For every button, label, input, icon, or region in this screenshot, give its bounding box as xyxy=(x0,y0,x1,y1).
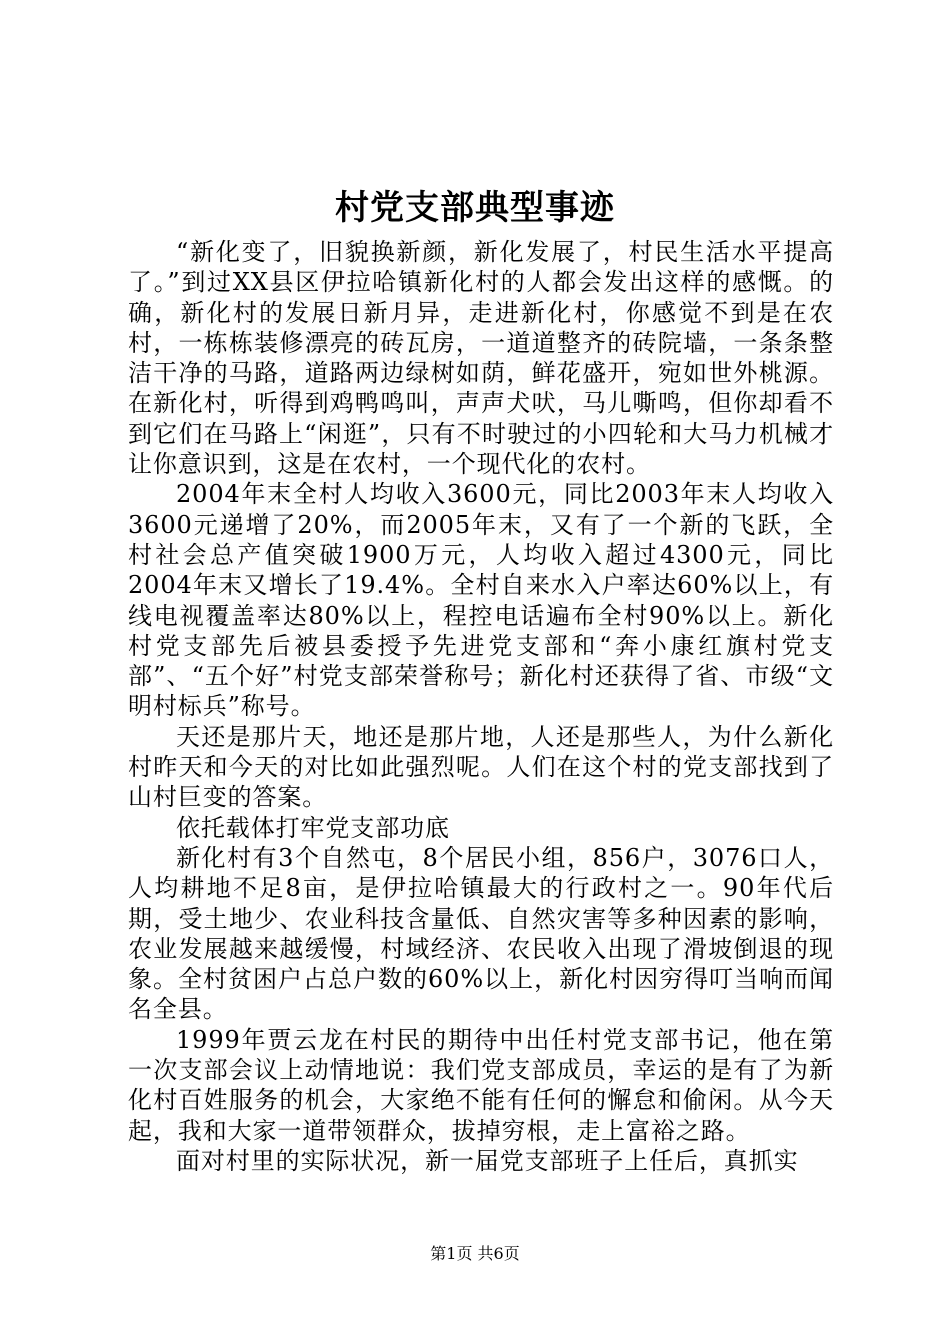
paragraph: 1999年贾云龙在村民的期待中出任村党支部书记，他在第一次支部会议上动情地说：我们党支部成员，幸运的是有了为新化村百姓服务的机会，大家绝不能有任何的懈怠和偷闲。从今天起，我和大家一道带领群众，拔掉穷根，走上富裕之路。 xyxy=(128,1025,834,1145)
paragraph: 2004年末全村人均收入3600元，同比2003年末人均收入3600元递增了20%，而2005年末，又有了一个新的飞跃，全村社会总产值突破1900万元，人均收入超过4300元，同比2004年末又增长了19.4%。全村自来水入户率达60%以上，有线电视覆盖率达80%以上，程控电话遍布全村90%以上。新化村党支部先后被县委授予先进党支部和“奔小康红旗村党支部”、“五个好”村党支部荣誉称号；新化村还获得了省、市级“文明村标兵”称号。 xyxy=(128,480,834,721)
paragraph: 天还是那片天，地还是那片地，人还是那些人，为什么新化村昨天和今天的对比如此强烈呢。人们在这个村的党支部找到了山村巨变的答案。 xyxy=(128,722,834,812)
paragraph: “新化变了，旧貌换新颜，新化发展了，村民生活水平提高了。”到过XX县区伊拉哈镇新化村的人都会发出这样的感慨。的确，新化村的发展日新月异，走进新化村，你感觉不到是在农村，一栋栋装修漂亮的砖瓦房，一道道整齐的砖院墙，一条条整洁干净的马路，道路两边绿树如荫，鲜花盛开，宛如世外桃源。在新化村，听得到鸡鸭鸣叫，声声犬吠，马儿嘶鸣，但你却看不到它们在马路上“闲逛”，只有不时驶过的小四轮和大马力机械才让你意识到，这是在农村，一个现代化的农村。 xyxy=(128,238,834,479)
paragraph: 新化村有3个自然屯，8个居民小组，856户，3076口人，人均耕地不足8亩，是伊拉哈镇最大的行政村之一。90年代后期，受土地少、农业科技含量低、自然灾害等多种因素的影响，农业发展越来越缓慢，村域经济、农民收入出现了滑坡倒退的现象。全村贫困户占总户数的60%以上，新化村因穷得叮当响而闻名全县。 xyxy=(128,843,834,1024)
document-title: 村党支部典型事迹 xyxy=(335,188,615,228)
page-footer: 第1页 共6页 xyxy=(430,1244,520,1263)
paragraph: 面对村里的实际状况，新一届党支部班子上任后，真抓实 xyxy=(176,1146,799,1175)
document-body xyxy=(128,237,834,1176)
section-heading: 依托载体打牢党支部功底 xyxy=(176,813,450,842)
